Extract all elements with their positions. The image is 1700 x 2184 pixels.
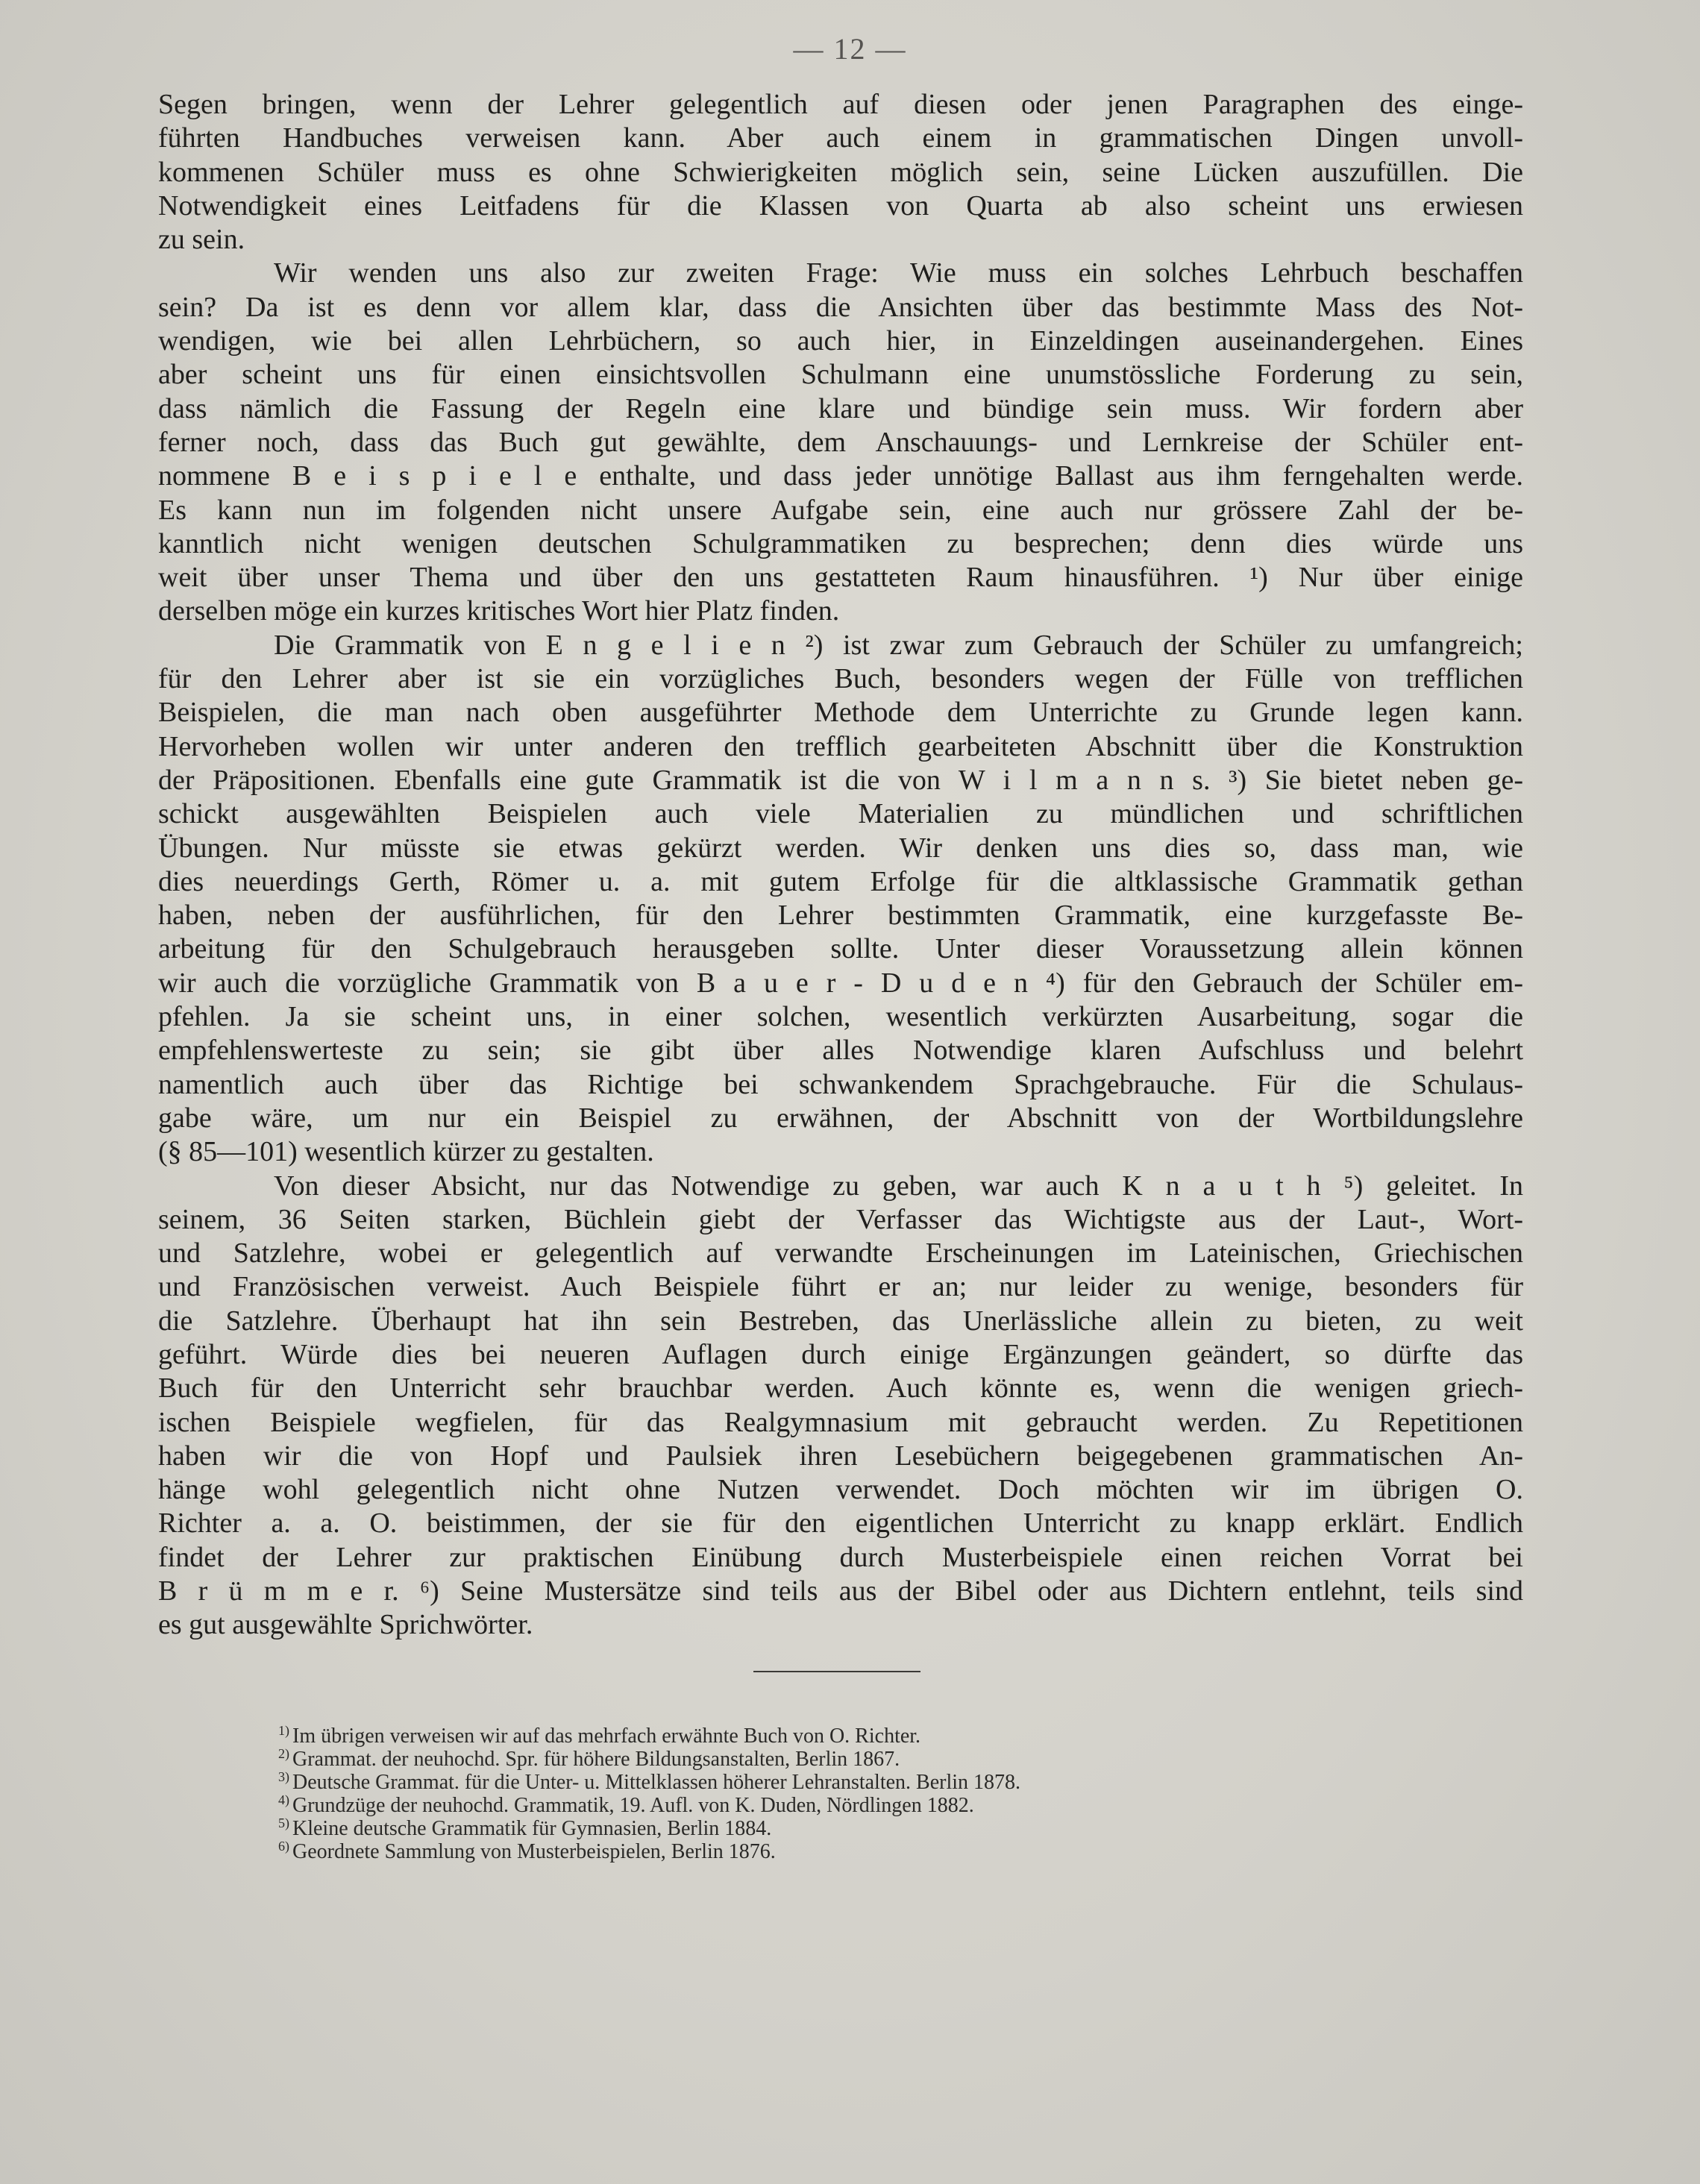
footnote — [278, 1840, 1397, 1863]
text-line: namentlich auch über das Richtige bei schwankendem Sprachgebrauche. Für die Schulaus- — [158, 1068, 1523, 1100]
text-line: dies neuerdings Gerth, Römer u. a. mit gutem Erfolge für die altklassische Grammatik gethan — [158, 865, 1523, 897]
text-line: B r ü m m e r. ⁶) Seine Mustersätze sind teils aus der Bibel oder aus Dichtern entlehnt, teils sind — [158, 1575, 1523, 1607]
text-line: kommenen Schüler muss es ohne Schwierigkeiten möglich sein, seine Lücken auszufüllen. Die — [158, 156, 1523, 188]
text-line: haben, neben der ausführlichen, für den Lehrer bestimmten Grammatik, eine kurzgefasste Be- — [158, 900, 1523, 932]
text-line: Die Grammatik von E n g e l i e n ²) ist zwar zum Gebrauch der Schüler zu umfangreich; — [274, 629, 1523, 661]
text-line: arbeitung für den Schulgebrauch herausgeben sollte. Unter dieser Voraussetzung allein können — [158, 933, 1523, 965]
footnote — [278, 1745, 1397, 1771]
footnote — [278, 1771, 1397, 1794]
text-line: Buch für den Unterricht sehr brauchbar werden. Auch könnte es, wenn die wenigen griech- — [158, 1372, 1523, 1405]
text-line: die Satzlehre. Überhaupt hat ihn sein Bestreben, das Unerlässliche allein zu bieten, zu weit — [158, 1305, 1523, 1337]
text-line: derselben möge ein kurzes kritisches Wort hier Platz finden. — [158, 595, 840, 627]
footnote-text: Geordnete Sammlung von Musterbeispielen, Berlin 1876. — [292, 1840, 776, 1863]
text-line: nommene B e i s p i e l e enthalte, und dass jeder unnötige Ballast aus ihm ferngehalten werde. — [158, 460, 1523, 492]
text-line: seinem, 36 Seiten starken, Büchlein giebt der Verfasser das Wichtigste aus der Laut-, Wort- — [158, 1203, 1523, 1235]
text-line: hänge wohl gelegentlich nicht ohne Nutzen verwendet. Doch möchten wir im übrigen O. — [158, 1474, 1523, 1506]
text-line: und Französischen verweist. Auch Beispiele führt er an; nur leider zu wenige, besonders für — [158, 1271, 1523, 1303]
text-line: ischen Beispiele wegfielen, für das Realgymnasium mit gebraucht werden. Zu Repetitionen — [158, 1406, 1523, 1438]
footnote — [278, 1794, 1397, 1817]
text-line: aber scheint uns für einen einsichtsvollen Schulmann eine unumstössliche Forderung zu sein, — [158, 359, 1523, 391]
text-line: dass nämlich die Fassung der Regeln eine klare und bündige sein muss. Wir fordern aber — [158, 392, 1523, 424]
footnote-mark: 6) — [278, 1838, 289, 1854]
text-line: Es kann nun im folgenden nicht unsere Aufgabe sein, eine auch nur grössere Zahl der be- — [158, 494, 1523, 526]
footnote-text: Grundzüge der neuhochd. Grammatik, 19. Aufl. von K. Duden, Nördlingen 1882. — [292, 1794, 974, 1817]
text-line: und Satzlehre, wobei er gelegentlich auf verwandte Erscheinungen im Lateinischen, Griechischen — [158, 1237, 1523, 1270]
footnote-mark: 2) — [278, 1745, 289, 1761]
footnotes — [278, 1722, 1397, 1863]
text-line: wir auch die vorzügliche Grammatik von B a u e r - D u d e n ⁴) für den Gebrauch der Schüler em- — [158, 967, 1523, 999]
text-line: gabe wäre, um nur ein Beispiel zu erwähnen, der Abschnitt von der Wortbildungslehre — [158, 1102, 1523, 1134]
text-line: Übungen. Nur müsste sie etwas gekürzt werden. Wir denken uns dies so, dass man, wie — [158, 832, 1523, 864]
text-line: (§ 85—101) wesentlich kürzer zu gestalten. — [158, 1136, 654, 1168]
text-line: zu sein. — [158, 224, 245, 256]
text-line: Richter a. a. O. beistimmen, der sie für den eigentlichen Unterricht zu knapp erklärt. Endlich — [158, 1507, 1523, 1540]
text-line: Wir wenden uns also zur zweiten Frage: Wie muss ein solches Lehrbuch beschaffen — [274, 257, 1523, 289]
text-line: für den Lehrer aber ist sie ein vorzügliches Buch, besonders wegen der Fülle von trefflichen — [158, 663, 1523, 695]
text-line: Von dieser Absicht, nur das Notwendige zu geben, war auch K n a u t h ⁵) geleitet. In — [274, 1170, 1523, 1202]
text-line: ferner noch, dass das Buch gut gewählte, dem Anschauungs- und Lernkreise der Schüler ent- — [158, 426, 1523, 458]
footnote-separator — [753, 1671, 920, 1672]
text-line: geführt. Würde dies bei neueren Auflagen durch einige Ergänzungen geändert, so dürfte das — [158, 1338, 1523, 1370]
footnote-mark: 3) — [278, 1769, 289, 1784]
footnote-text: Grammat. der neuhochd. Spr. für höhere Bildungsanstalten, Berlin 1867. — [292, 1748, 900, 1771]
text-line: es gut ausgewählte Sprichwörter. — [158, 1609, 533, 1641]
text-line: Hervorheben wollen wir unter anderen den trefflich gearbeiteten Abschnitt über die Konstruktion — [158, 730, 1523, 762]
footnote-text: Im übrigen verweisen wir auf das mehrfach erwähnte Buch von O. Richter. — [292, 1725, 921, 1748]
text-line: kanntlich nicht wenigen deutschen Schulgrammatiken zu besprechen; denn dies würde uns — [158, 527, 1523, 559]
footnote-text: Kleine deutsche Grammatik für Gymnasien, Berlin 1884. — [292, 1817, 772, 1840]
footnote-mark: 5) — [278, 1815, 289, 1830]
body-text — [158, 88, 1523, 1642]
page-number: — 12 — — [793, 32, 907, 66]
text-line: findet der Lehrer zur praktischen Einübung durch Musterbeispiele einen reichen Vorrat bei — [158, 1541, 1523, 1573]
text-line: sein? Da ist es denn vor allem klar, dass die Ansichten über das bestimmte Mass des Not- — [158, 291, 1523, 323]
text-line: Segen bringen, wenn der Lehrer gelegentlich auf diesen oder jenen Paragraphen des einge- — [158, 89, 1523, 120]
footnote — [278, 1817, 1397, 1840]
text-line: empfehlenswerteste zu sein; sie gibt über alles Notwendige klaren Aufschluss und belehrt — [158, 1035, 1523, 1067]
text-line: wendigen, wie bei allen Lehrbüchern, so auch hier, in Einzeldingen auseinandergehen. Eines — [158, 325, 1523, 357]
text-line: haben wir die von Hopf und Paulsiek ihren Lesebüchern beigegebenen grammatischen An- — [158, 1440, 1523, 1472]
text-line: weit über unser Thema und über den uns gestatteten Raum hinausführen. ¹) Nur über einige — [158, 562, 1523, 594]
text-line: Notwendigkeit eines Leitfadens für die Klassen von Quarta ab also scheint uns erwiesen — [158, 189, 1523, 222]
text-line: pfehlen. Ja sie scheint uns, in einer solchen, wesentlich verkürzten Ausarbeitung, sogar die — [158, 1001, 1523, 1033]
footnote-mark: 4) — [278, 1792, 289, 1807]
text-line: der Präpositionen. Ebenfalls eine gute Grammatik ist die von W i l m a n n s. ³) Sie bietet neben ge- — [158, 764, 1523, 796]
text-line: schickt ausgewählten Beispielen auch viele Materialien zu mündlichen und schriftlichen — [158, 798, 1523, 830]
footnote — [278, 1722, 1397, 1748]
footnote-mark: 1) — [278, 1722, 289, 1738]
footnote-text: Deutsche Grammat. für die Unter- u. Mittelklassen höherer Lehranstalten. Berlin 1878. — [292, 1771, 1021, 1794]
text-line: führten Handbuches verweisen kann. Aber auch einem in grammatischen Dingen unvoll- — [158, 122, 1523, 154]
text-line: Beispielen, die man nach oben ausgeführter Methode dem Unterrichte zu Grunde legen kann. — [158, 697, 1523, 729]
